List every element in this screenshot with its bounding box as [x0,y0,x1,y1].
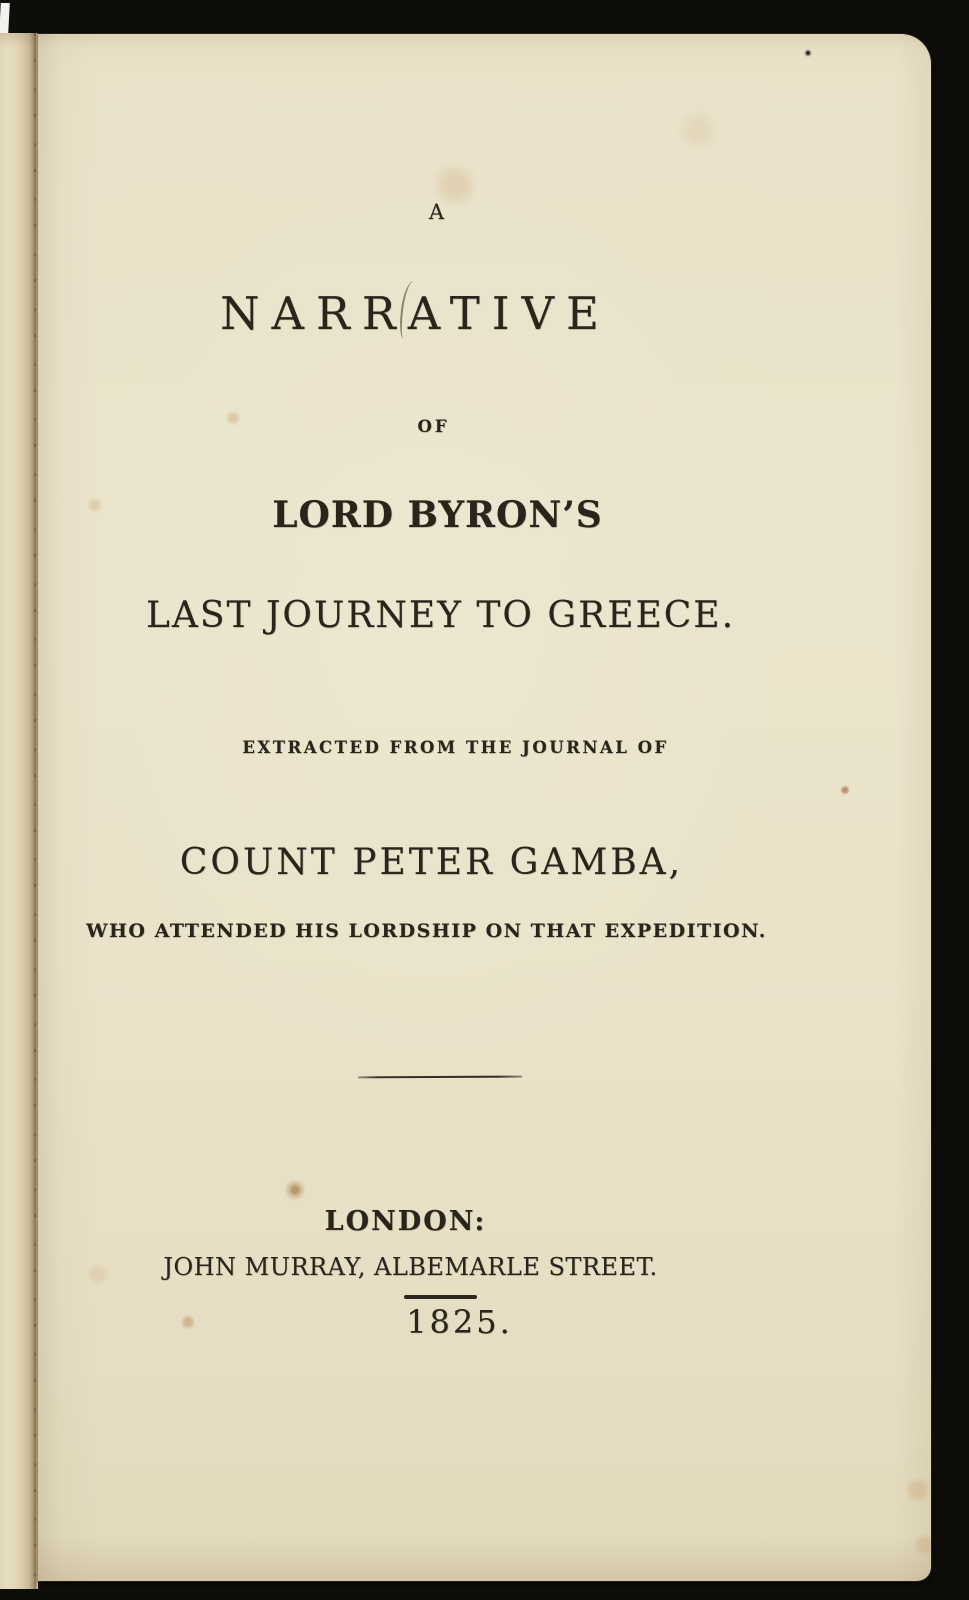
gutter-crease [34,33,36,1589]
title-of-label: OF [417,417,450,436]
title-subtitle: LAST JOURNEY TO GREECE. [145,595,736,636]
title-page [38,34,931,1581]
journal-author: COUNT PETER GAMBA, [179,842,684,883]
imprint-rule [404,1295,477,1299]
divider-rule [358,1076,522,1079]
title-main: NARRATIVE [220,287,611,340]
imprint-year: 1825. [406,1303,513,1341]
paper-sliver [0,3,10,34]
source-note: EXTRACTED FROM THE JOURNAL OF [242,738,669,757]
imprint-publisher: JOHN MURRAY, ALBEMARLE STREET. [163,1253,658,1281]
imprint-city: LONDON: [324,1206,487,1237]
book-gutter-page-edges [0,33,38,1589]
title-article: A [428,200,447,224]
author-description: WHO ATTENDED HIS LORDSHIP ON THAT EXPEDITION. [86,920,767,942]
title-author-possessive: LORD BYRON’S [272,494,603,536]
